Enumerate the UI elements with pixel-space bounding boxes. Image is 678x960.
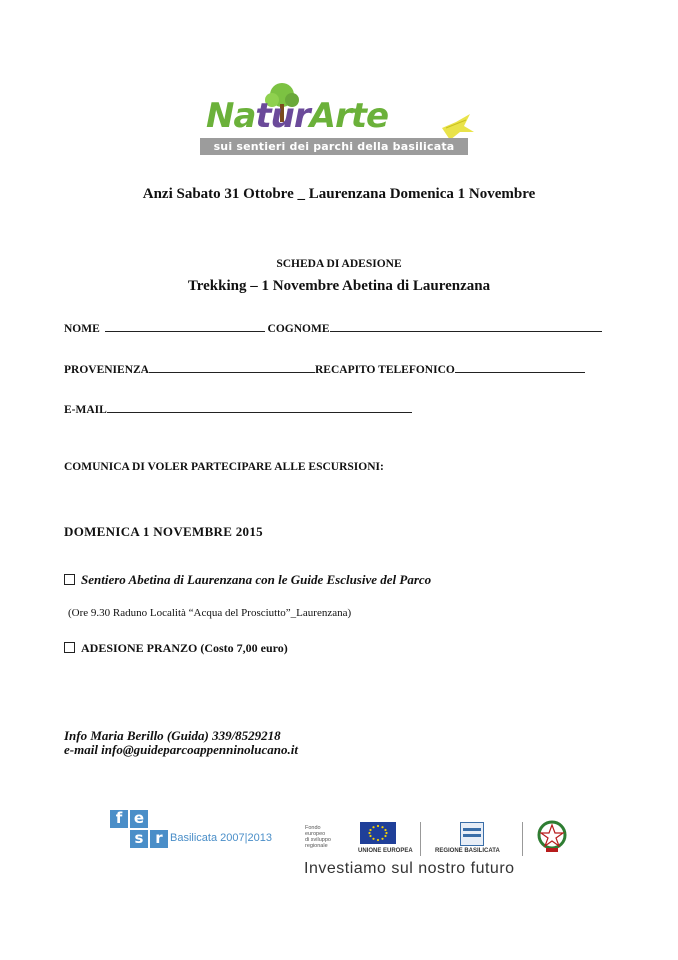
naturarte-logo [200,82,490,162]
option-lunch [64,641,288,656]
divider [420,822,421,856]
fesr-letter-f: f [110,810,128,828]
option-trekking-label: Sentiero Abetina di Laurenzana con le Guide Esclusive del Parco [81,572,432,587]
fesr-letter-r: r [150,830,168,848]
form-title: SCHEDA DI ADESIONE [276,258,402,270]
republic-emblem-icon [536,820,568,854]
trekking-checkbox[interactable] [64,574,75,585]
recapito-label: RECAPITO TELEFONICO [314,364,455,376]
fesr-region: Basilicata 2007|2013 [170,832,272,844]
cognome-label: COGNOME [267,323,330,335]
cognome-field[interactable] [330,321,602,332]
logo-tagline: sui sentieri dei parchi della basilicata [200,138,468,155]
info-email: e-mail info@guideparcoappenninolucano.it [64,742,298,757]
form-subtitle: Trekking – 1 Novembre Abetina di Laurenzana [187,278,491,294]
divider [522,822,523,856]
nome-field[interactable] [105,321,265,332]
email-field[interactable] [107,402,412,413]
meeting-note: (Ore 9.30 Raduno Località “Acqua del Prosciutto”_Laurenzana) [68,607,352,619]
option-lunch-label: ADESIONE PRANZO (Costo 7,00 euro) [81,641,288,655]
fesr-letter-e: e [130,810,148,828]
slogan: Investiamo sul nostro futuro [304,860,515,877]
email-label: E-MAIL [64,404,107,416]
fund-text: Fondo europeo di sviluppo regionale [305,825,331,849]
fesr-letter-s: s [130,830,148,848]
eu-flag-icon [360,822,396,844]
nome-label: NOME [64,323,100,335]
origin-row [64,362,585,376]
eu-label: UNIONE EUROPEA [358,848,413,854]
day-heading: DOMENICA 1 NOVEMBRE 2015 [64,524,263,539]
info-contact: Info Maria Berillo (Guida) 339/8529218 [64,728,281,743]
email-row [64,402,412,416]
provenienza-field[interactable] [149,362,315,373]
recapito-field[interactable] [455,362,585,373]
lunch-checkbox[interactable] [64,642,75,653]
option-trekking [64,572,431,588]
provenienza-label: PROVENIENZA [64,364,149,376]
regione-emblem-icon [460,822,484,846]
event-dates: Anzi Sabato 31 Ottobre _ Laurenzana Domenica 1 Novembre [142,186,536,202]
intro-text: COMUNICA DI VOLER PARTECIPARE ALLE ESCURSIONI: [64,461,384,473]
region-label: REGIONE BASILICATA [435,848,500,854]
name-row [64,321,602,335]
logo-wordmark: NaturArte [206,96,389,136]
